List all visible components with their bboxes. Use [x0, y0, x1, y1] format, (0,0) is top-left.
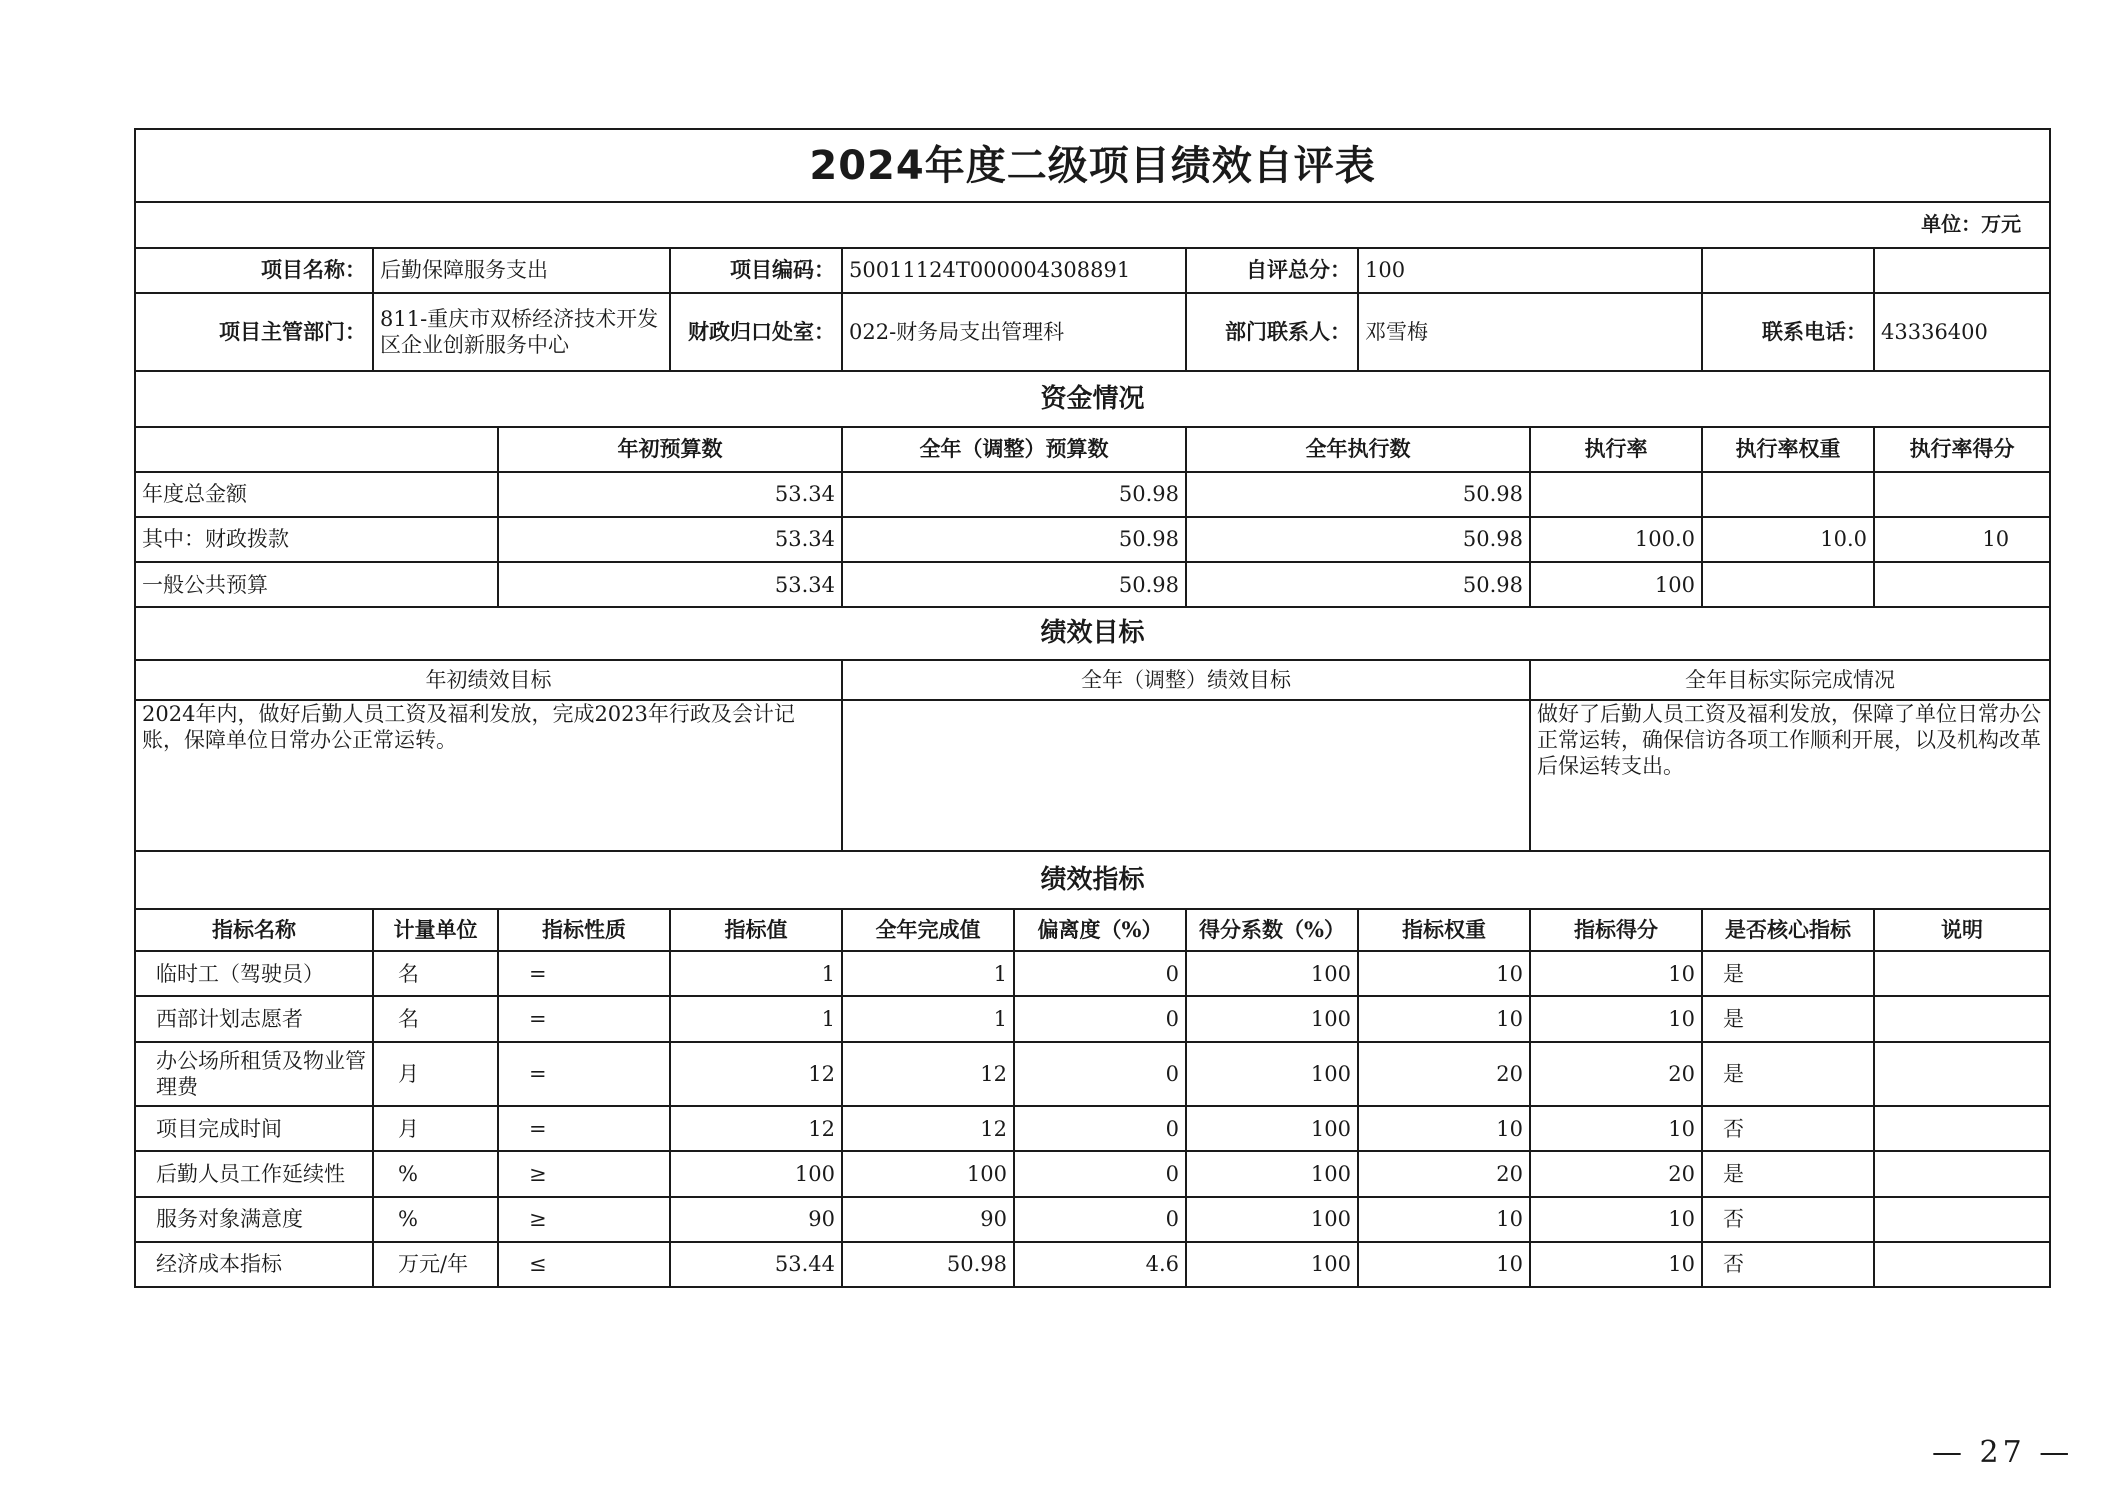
ind-weight: 10: [1358, 996, 1530, 1041]
project-name-value: 后勤保障服务支出: [373, 248, 670, 293]
ind-score: 10: [1530, 1106, 1702, 1151]
ind-weight: 20: [1358, 1151, 1530, 1196]
goals-actual-text: 做好了后勤人员工资及福利发放，保障了单位日常办公正常运转，确保信访各项工作顺利开展，以及机构改革后保运转支出。: [1530, 700, 2050, 851]
funds-row-adjusted: 50.98: [842, 517, 1186, 562]
info-empty-cell: [1702, 248, 1874, 293]
ind-score: 10: [1530, 996, 1702, 1041]
phone-value: 43336400: [1874, 293, 2050, 371]
info-empty-cell: [1874, 248, 2050, 293]
ind-deviation: 0: [1014, 951, 1186, 996]
ind-score: 10: [1530, 951, 1702, 996]
ind-note: [1874, 1151, 2050, 1196]
ind-header-score: 指标得分: [1530, 909, 1702, 951]
ind-note: [1874, 996, 2050, 1041]
indicators-section-row: [135, 851, 2050, 909]
funds-row-rate: 100: [1530, 562, 1702, 607]
funds-header-adjusted: 全年（调整）预算数: [842, 427, 1186, 472]
funds-row-score: [1874, 562, 2050, 607]
goals-header-initial: 年初绩效目标: [135, 660, 842, 700]
ind-target: 1: [670, 951, 842, 996]
goals-adjusted-text: [842, 700, 1530, 851]
ind-header-actual: 全年完成值: [842, 909, 1014, 951]
indicator-row: [135, 1242, 2050, 1287]
ind-unit: 名: [373, 996, 498, 1041]
project-code-value: 50011124T000004308891: [842, 248, 1186, 293]
funds-row-budget: 53.34: [498, 472, 842, 517]
ind-header-note: 说明: [1874, 909, 2050, 951]
info-row-2: [135, 293, 2050, 371]
ind-note: [1874, 1197, 2050, 1242]
ind-name: 项目完成时间: [135, 1106, 373, 1151]
funds-section-title: 资金情况: [135, 371, 2050, 426]
ind-actual: 50.98: [842, 1242, 1014, 1287]
goals-header-row: [135, 660, 2050, 700]
evaluation-table: [134, 128, 2051, 1288]
ind-actual: 12: [842, 1042, 1014, 1106]
phone-label: 联系电话：: [1702, 293, 1874, 371]
indicator-row: [135, 1197, 2050, 1242]
funds-row-weight: [1702, 472, 1874, 517]
ind-header-core: 是否核心指标: [1702, 909, 1874, 951]
ind-score: 20: [1530, 1151, 1702, 1196]
ind-deviation: 0: [1014, 996, 1186, 1041]
ind-target: 1: [670, 996, 842, 1041]
ind-note: [1874, 1106, 2050, 1151]
ind-header-weight: 指标权重: [1358, 909, 1530, 951]
project-code-label: 项目编码：: [670, 248, 842, 293]
funds-header-executed: 全年执行数: [1186, 427, 1530, 472]
ind-name: 办公场所租赁及物业管理费: [135, 1042, 373, 1106]
goals-header-actual: 全年目标实际完成情况: [1530, 660, 2050, 700]
title-row: [135, 129, 2050, 202]
funds-row: [135, 562, 2050, 607]
ind-name: 西部计划志愿者: [135, 996, 373, 1041]
ind-deviation: 0: [1014, 1151, 1186, 1196]
ind-actual: 12: [842, 1106, 1014, 1151]
ind-deviation: 0: [1014, 1042, 1186, 1106]
ind-deviation: 0: [1014, 1106, 1186, 1151]
funds-header-rate: 执行率: [1530, 427, 1702, 472]
ind-name: 服务对象满意度: [135, 1197, 373, 1242]
page-title: 2024年度二级项目绩效自评表: [135, 129, 2050, 202]
ind-header-deviation: 偏离度（%）: [1014, 909, 1186, 951]
ind-nature: ≥: [498, 1197, 670, 1242]
ind-unit: 月: [373, 1042, 498, 1106]
ind-target: 90: [670, 1197, 842, 1242]
funds-row-adjusted: 50.98: [842, 562, 1186, 607]
funds-row: [135, 517, 2050, 562]
ind-coef: 100: [1186, 951, 1358, 996]
ind-coef: 100: [1186, 996, 1358, 1041]
goals-section-row: [135, 607, 2050, 659]
funds-header-row: [135, 427, 2050, 472]
ind-weight: 10: [1358, 1197, 1530, 1242]
ind-unit: 月: [373, 1106, 498, 1151]
page-number: — 27 —: [1932, 1435, 2074, 1470]
funds-row-executed: 50.98: [1186, 562, 1530, 607]
ind-unit: %: [373, 1151, 498, 1196]
funds-row-name: 一般公共预算: [135, 562, 498, 607]
funds-row-weight: 10.0: [1702, 517, 1874, 562]
indicator-row: [135, 1151, 2050, 1196]
ind-target: 12: [670, 1106, 842, 1151]
ind-target: 53.44: [670, 1242, 842, 1287]
ind-weight: 10: [1358, 1106, 1530, 1151]
ind-name: 经济成本指标: [135, 1242, 373, 1287]
ind-note: [1874, 1242, 2050, 1287]
ind-unit: %: [373, 1197, 498, 1242]
ind-core: 否: [1702, 1197, 1874, 1242]
ind-name: 临时工（驾驶员）: [135, 951, 373, 996]
funds-row-name: 年度总金额: [135, 472, 498, 517]
ind-nature: =: [498, 1042, 670, 1106]
contact-value: 邓雪梅: [1358, 293, 1702, 371]
ind-unit: 名: [373, 951, 498, 996]
funds-header-score: 执行率得分: [1874, 427, 2050, 472]
funds-row-executed: 50.98: [1186, 472, 1530, 517]
unit-label: 单位：万元: [135, 202, 2050, 247]
funds-header-blank: [135, 427, 498, 472]
ind-actual: 1: [842, 951, 1014, 996]
self-score-label: 自评总分：: [1186, 248, 1358, 293]
ind-core: 是: [1702, 1151, 1874, 1196]
ind-nature: ≥: [498, 1151, 670, 1196]
ind-nature: =: [498, 996, 670, 1041]
ind-core: 否: [1702, 1106, 1874, 1151]
ind-target: 12: [670, 1042, 842, 1106]
funds-row: [135, 472, 2050, 517]
funds-section-row: [135, 371, 2050, 426]
contact-label: 部门联系人：: [1186, 293, 1358, 371]
finance-label: 财政归口处室：: [670, 293, 842, 371]
indicator-row: [135, 951, 2050, 996]
goals-header-adjusted: 全年（调整）绩效目标: [842, 660, 1530, 700]
funds-row-weight: [1702, 562, 1874, 607]
ind-actual: 1: [842, 996, 1014, 1041]
info-row-1: [135, 248, 2050, 293]
ind-header-coef: 得分系数（%）: [1186, 909, 1358, 951]
ind-deviation: 4.6: [1014, 1242, 1186, 1287]
ind-note: [1874, 951, 2050, 996]
funds-row-name: 其中：财政拨款: [135, 517, 498, 562]
indicators-header-row: [135, 909, 2050, 951]
ind-coef: 100: [1186, 1242, 1358, 1287]
ind-nature: =: [498, 951, 670, 996]
funds-row-executed: 50.98: [1186, 517, 1530, 562]
ind-weight: 20: [1358, 1042, 1530, 1106]
goals-content-row: [135, 700, 2050, 851]
ind-deviation: 0: [1014, 1197, 1186, 1242]
ind-header-target: 指标值: [670, 909, 842, 951]
funds-row-rate: [1530, 472, 1702, 517]
ind-core: 是: [1702, 996, 1874, 1041]
ind-core: 否: [1702, 1242, 1874, 1287]
indicator-row: [135, 996, 2050, 1041]
goals-initial-text: 2024年内，做好后勤人员工资及福利发放，完成2023年行政及会计记账，保障单位日常办公正常运转。: [135, 700, 842, 851]
self-score-value: 100: [1358, 248, 1702, 293]
ind-coef: 100: [1186, 1151, 1358, 1196]
ind-weight: 10: [1358, 1242, 1530, 1287]
funds-row-score: 10: [1874, 517, 2050, 562]
ind-actual: 90: [842, 1197, 1014, 1242]
indicator-row: [135, 1042, 2050, 1106]
funds-header-budget: 年初预算数: [498, 427, 842, 472]
ind-core: 是: [1702, 951, 1874, 996]
ind-score: 10: [1530, 1242, 1702, 1287]
ind-score: 10: [1530, 1197, 1702, 1242]
funds-row-budget: 53.34: [498, 517, 842, 562]
finance-value: 022-财务局支出管理科: [842, 293, 1186, 371]
funds-row-score: [1874, 472, 2050, 517]
funds-header-weight: 执行率权重: [1702, 427, 1874, 472]
project-name-label: 项目名称：: [135, 248, 373, 293]
ind-weight: 10: [1358, 951, 1530, 996]
goals-section-title: 绩效目标: [135, 607, 2050, 659]
ind-unit: 万元/年: [373, 1242, 498, 1287]
ind-actual: 100: [842, 1151, 1014, 1196]
dept-label: 项目主管部门：: [135, 293, 373, 371]
ind-nature: =: [498, 1106, 670, 1151]
table-body: [135, 129, 2050, 1287]
unit-row: [135, 202, 2050, 247]
ind-nature: ≤: [498, 1242, 670, 1287]
ind-name: 后勤人员工作延续性: [135, 1151, 373, 1196]
indicators-section-title: 绩效指标: [135, 851, 2050, 909]
ind-coef: 100: [1186, 1197, 1358, 1242]
funds-row-budget: 53.34: [498, 562, 842, 607]
ind-coef: 100: [1186, 1042, 1358, 1106]
indicator-row: [135, 1106, 2050, 1151]
ind-coef: 100: [1186, 1106, 1358, 1151]
ind-score: 20: [1530, 1042, 1702, 1106]
ind-header-name: 指标名称: [135, 909, 373, 951]
ind-header-unit: 计量单位: [373, 909, 498, 951]
ind-core: 是: [1702, 1042, 1874, 1106]
funds-row-adjusted: 50.98: [842, 472, 1186, 517]
funds-row-rate: 100.0: [1530, 517, 1702, 562]
ind-target: 100: [670, 1151, 842, 1196]
dept-value: 811-重庆市双桥经济技术开发区企业创新服务中心: [373, 293, 670, 371]
ind-note: [1874, 1042, 2050, 1106]
ind-header-nature: 指标性质: [498, 909, 670, 951]
